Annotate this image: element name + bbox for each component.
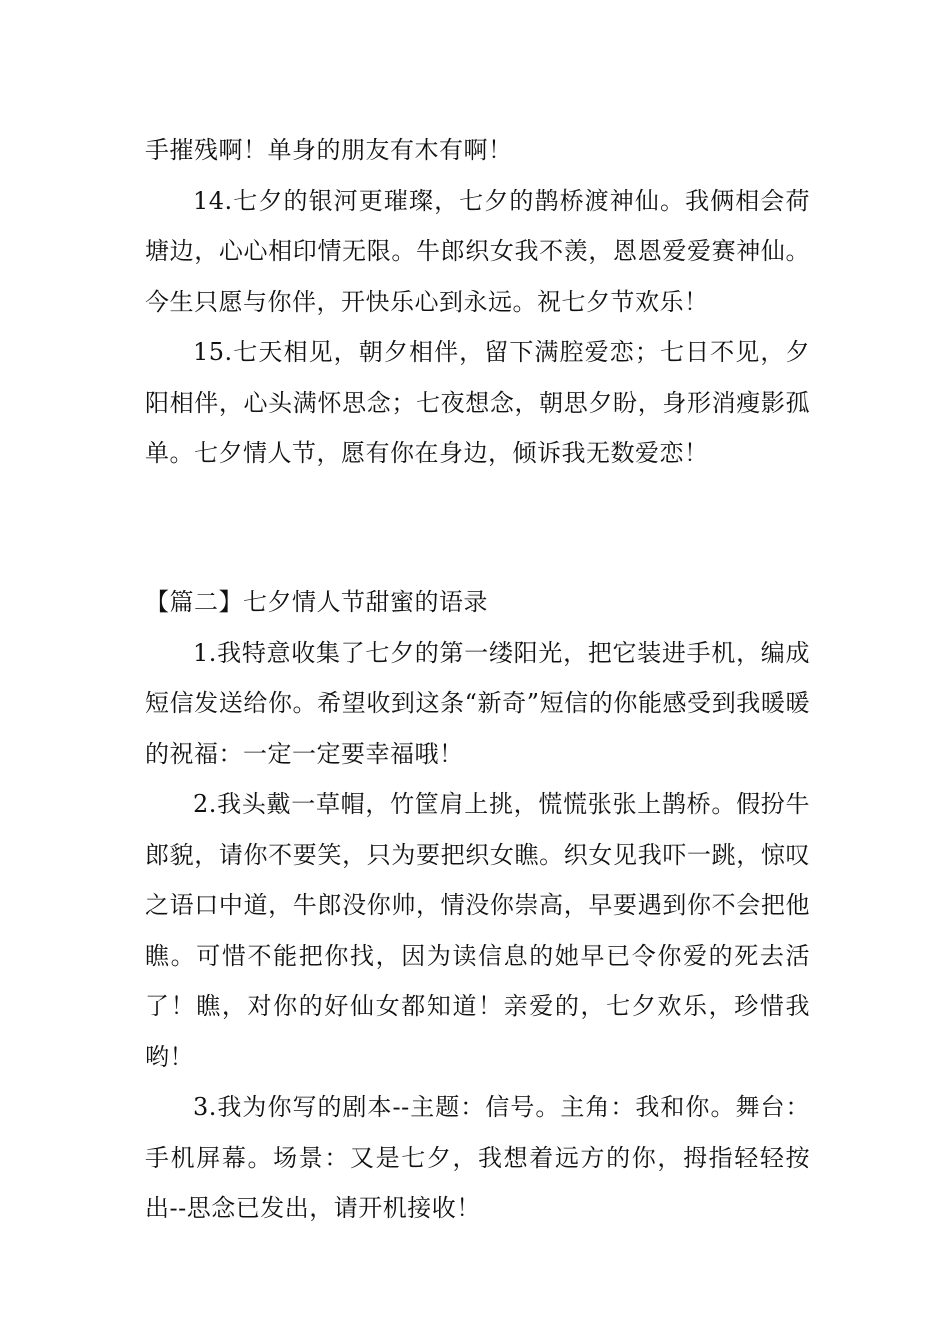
paragraph-continuation: 手摧残啊！单身的朋友有木有啊！ (145, 136, 513, 164)
section-one (145, 125, 810, 479)
paragraph-item-3: 3.我为你写的剧本--主题：信号。主角：我和你。舞台：手机屏幕。场景：又是七夕，我想着远方的你，拇指轻轻按出--思念已发出，请开机接收！ (145, 1093, 810, 1222)
section-two (145, 577, 810, 1234)
paragraph-item-1: 1.我特意收集了七夕的第一缕阳光，把它装进手机，编成短信发送给你。希望收到这条“新奇”短信的你能感受到我暖暖的祝福：一定一定要幸福哦！ (145, 638, 810, 768)
paragraph-item-2: 2.我头戴一草帽，竹筐肩上挑，慌慌张张上鹊桥。假扮牛郎貌，请你不要笑，只为要把织女瞧。织女见我吓一跳，惊叹之语口中道，牛郎没你帅，情没你崇高，早要遇到你不会把他瞧。可惜不能把你找，因为读信息的她早已令你爱的死去活了！瞧，对你的好仙女都知道！亲爱的，七夕欢乐，珍惜我哟！ (145, 790, 810, 1071)
paragraph-item-14: 14.七夕的银河更璀璨，七夕的鹊桥渡神仙。我俩相会荷塘边，心心相印情无限。牛郎织女我不羡，恩恩爱爱赛神仙。今生只愿与你伴，开快乐心到永远。祝七夕节欢乐！ (145, 186, 810, 316)
paragraph-item-15: 15.七天相见，朝夕相伴，留下满腔爱恋；七日不见，夕阳相伴，心头满怀思念；七夜想念，朝思夕盼，身形消瘦影孤单。七夕情人节，愿有你在身边，倾诉我无数爱恋！ (145, 338, 810, 467)
section-heading: 【篇二】七夕情人节甜蜜的语录 (145, 588, 488, 616)
